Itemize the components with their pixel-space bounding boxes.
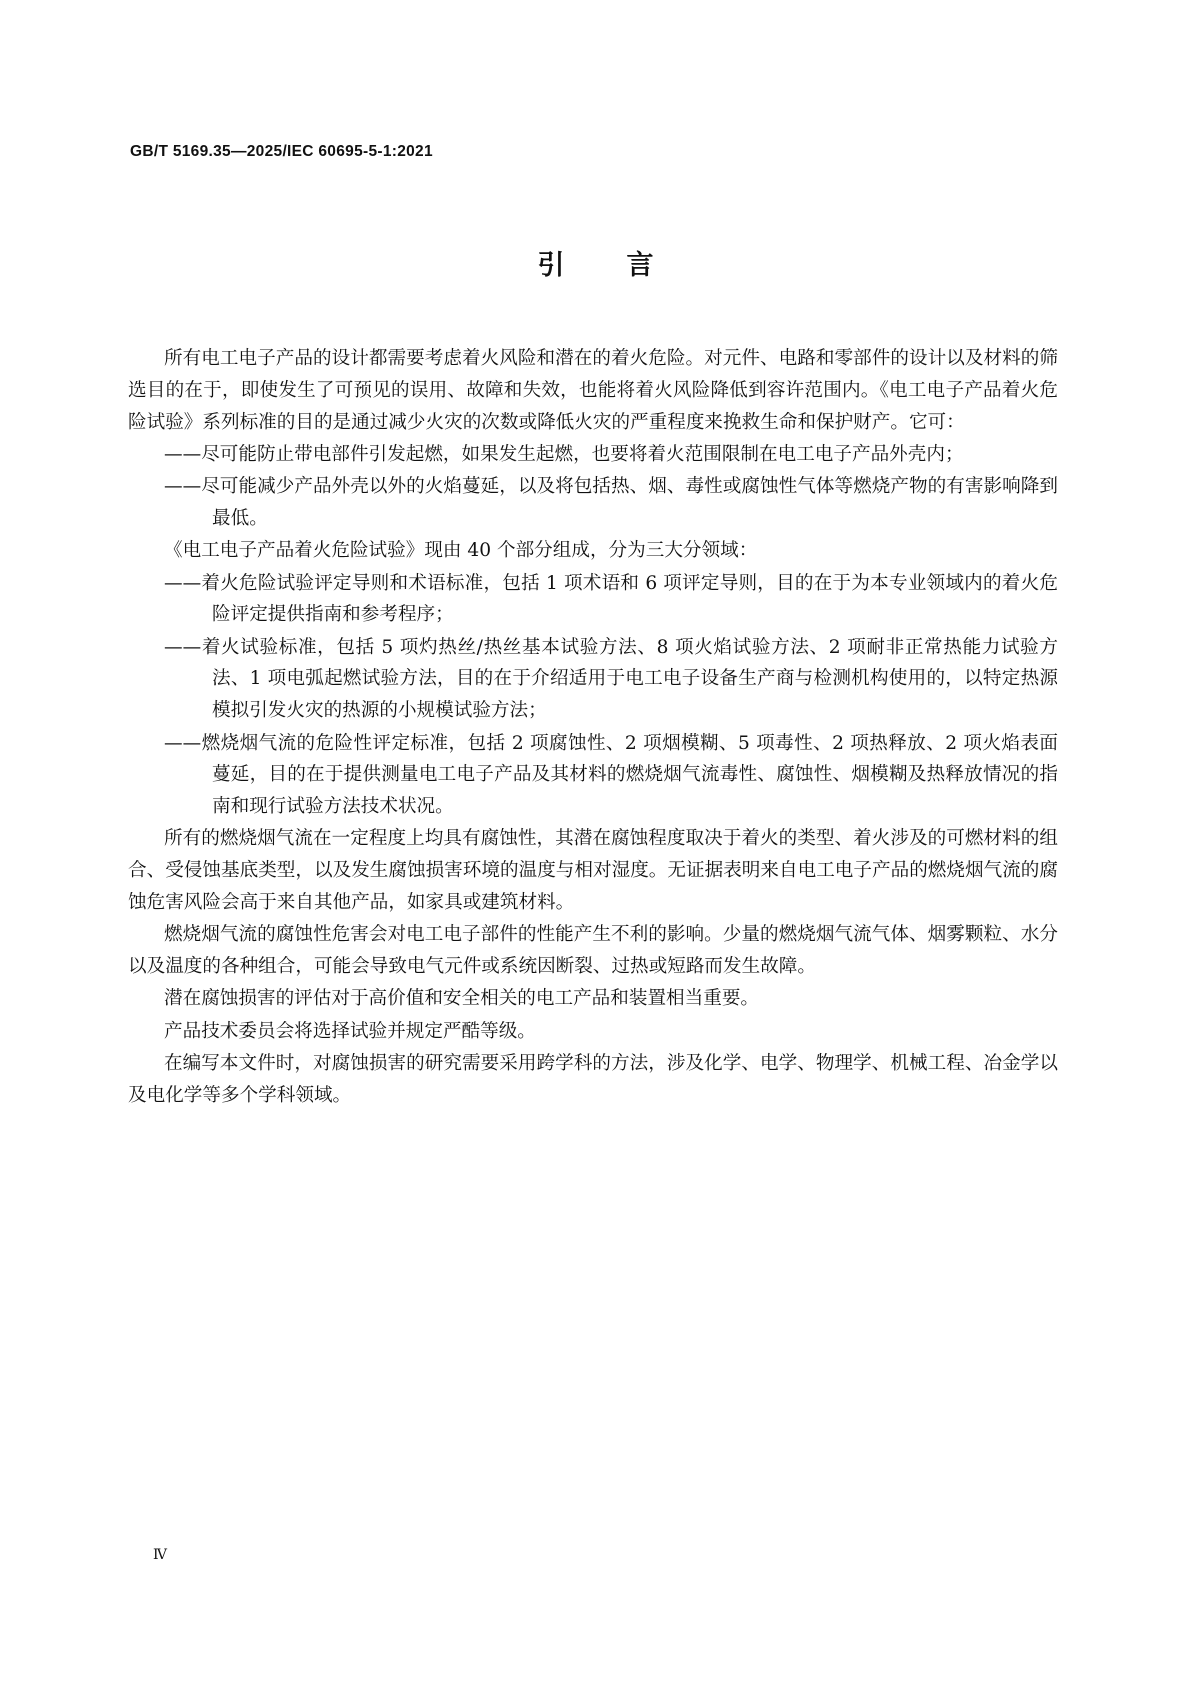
paragraph: 在编写本文件时，对腐蚀损害的研究需要采用跨学科的方法，涉及化学、电学、物理学、机械工程、冶金学以及电化学等多个学科领域。: [128, 1053, 1058, 1106]
document-id-header: GB/T 5169.35—2025/IEC 60695-5-1:2021: [130, 143, 433, 160]
dash-list-item: ——着火试验标准，包括 5 项灼热丝/热丝基本试验方法、8 项火焰试验方法、2 项耐非正常热能力试验方法、1 项电弧起燃试验方法，目的在于介绍适用于电工电子设备生产商与检测机构使用的，以特定热源模拟引发火灾的热源的小规模试验方法；: [164, 636, 1058, 722]
document-body: [128, 343, 1058, 1112]
dash-list-item: ——尽可能防止带电部件引发起燃，如果发生起燃，也要将着火范围限制在电工电子产品外壳内；: [164, 443, 964, 465]
section-title: 引言: [537, 250, 716, 281]
paragraph: 所有电工电子产品的设计都需要考虑着火风险和潜在的着火危险。对元件、电路和零部件的设计以及材料的筛选目的在于，即使发生了可预见的误用、故障和失效，也能将着火风险降低到容许范围内。《电工电子产品着火危险试验》系列标准的目的是通过减少火灾的次数或降低火灾的严重程度来挽救生命和保护财产。它可：: [128, 348, 1058, 433]
paragraph: 潜在腐蚀损害的评估对于高价值和安全相关的电工产品和装置相当重要。: [164, 988, 760, 1010]
paragraph: 所有的燃烧烟气流在一定程度上均具有腐蚀性，其潜在腐蚀程度取决于着火的类型、着火涉及的可燃材料的组合、受侵蚀基底类型，以及发生腐蚀损害环境的温度与相对湿度。无证据表明来自电工电子产品的燃烧烟气流的腐蚀危害风险会高于来自其他产品，如家具或建筑材料。: [128, 828, 1058, 914]
paragraph: 《电工电子产品着火危险试验》现由 40 个部分组成，分为三大分领域：: [164, 540, 758, 562]
paragraph: 燃烧烟气流的腐蚀性危害会对电工电子部件的性能产生不利的影响。少量的燃烧烟气流气体、烟雾颗粒、水分以及温度的各种组合，可能会导致电气元件或系统因断裂、过热或短路而发生故障。: [128, 924, 1058, 978]
paragraph: 产品技术委员会将选择试验并规定严酷等级。: [164, 1020, 536, 1042]
dash-list-item: ——尽可能减少产品外壳以外的火焰蔓延，以及将包括热、烟、毒性或腐蚀性气体等燃烧产物的有害影响降到最低。: [164, 476, 1058, 529]
dash-list-item: ——燃烧烟气流的危险性评定标准，包括 2 项腐蚀性、2 项烟模糊、5 项毒性、2 项热释放、2 项火焰表面蔓延，目的在于提供测量电工电子产品及其材料的燃烧烟气流毒性、腐蚀性、烟模糊及热释放情况的指南和现行试验方法技术状况。: [164, 732, 1058, 818]
dash-list-item: ——着火危险试验评定导则和术语标准，包括 1 项术语和 6 项评定导则，目的在于为本专业领域内的着火危险评定提供指南和参考程序；: [164, 572, 1058, 626]
page-number: Ⅳ: [153, 1547, 167, 1563]
